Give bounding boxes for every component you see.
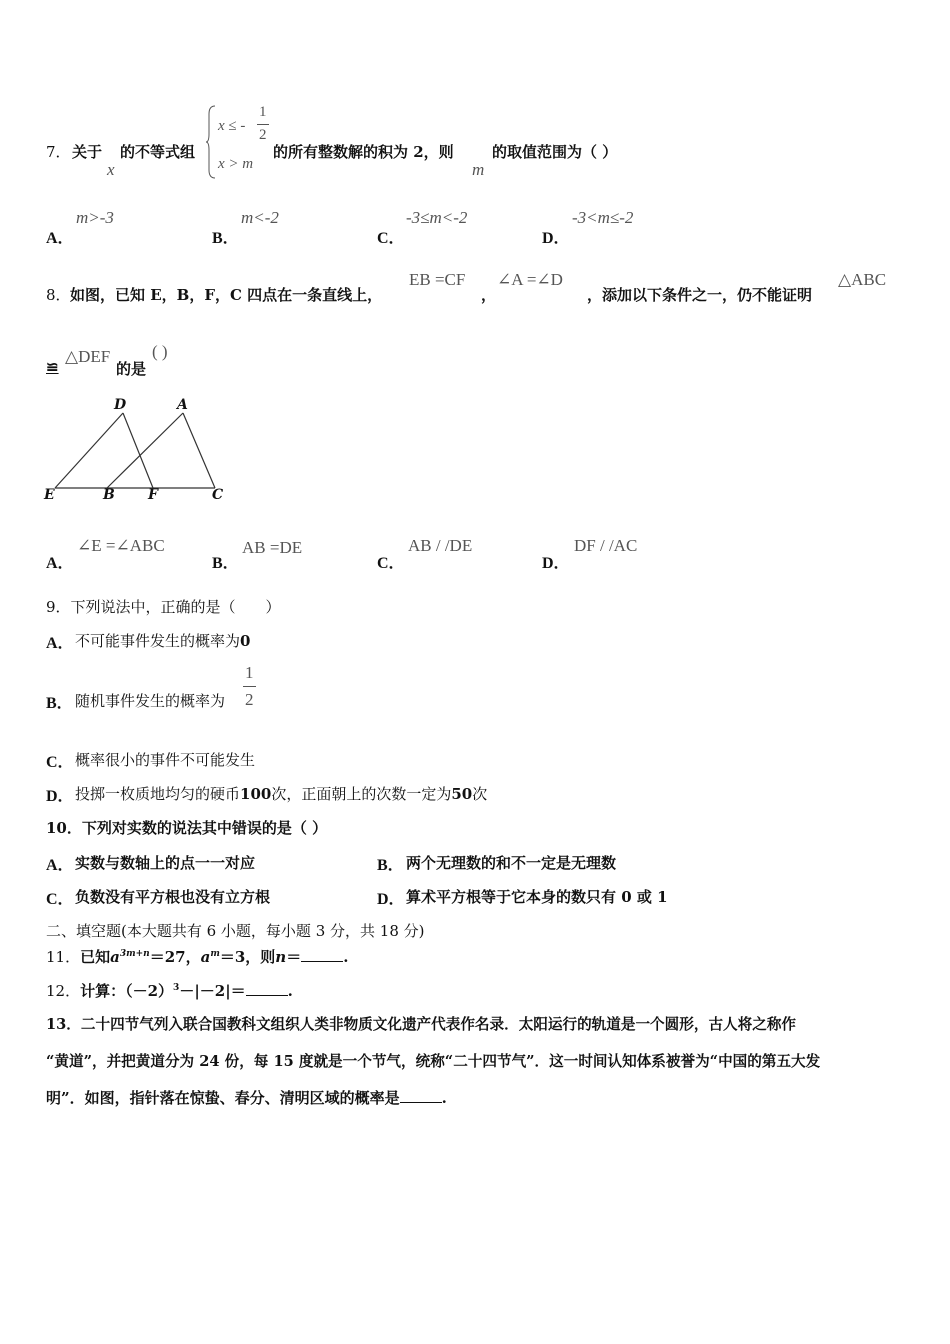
q8-option-c: AB / /DE (408, 536, 473, 555)
q11-period: . (343, 948, 349, 966)
q7-option-b: m<-2 (241, 208, 279, 227)
q10-option-c-label: C． (46, 891, 74, 908)
q8-text-1: 如图，已知 E，B，F，C 四点在一条直线上， (70, 286, 383, 304)
q10-option-c: 负数没有平方根也没有立方根 (75, 888, 271, 906)
q8-congruent-symbol: ≌ (46, 358, 59, 376)
q10-option-b: 两个无理数的和不一定是无理数 (406, 854, 617, 872)
q9-option-b-frac-den: 2 (245, 690, 254, 709)
q9-option-d-part-3: 次 (472, 785, 488, 803)
q11-var-n: n (275, 948, 287, 966)
q7-option-d-label: D． (542, 230, 570, 247)
q8-condition-1: EB =CF (409, 270, 466, 289)
q12-text-2: －|－2|＝ (179, 982, 246, 1000)
q8-text-2: ，添加以下条件之一，仍不能证明 (587, 286, 813, 304)
q7-var-x: x (107, 160, 115, 179)
q7-option-a: m>-3 (76, 208, 114, 227)
q9-option-a-label: A． (46, 635, 74, 652)
q13-line-1: 13．二十四节气列入联合国教科文组织人类非物质文化遗产代表作名录．太阳运行的轨道是一个圆形，古人将之称作 (46, 1016, 797, 1033)
q7-frac-bar (257, 124, 269, 125)
q9-option-c-text: 概率很小的事件不可能发生 (75, 751, 256, 769)
q13-line-3 (46, 1087, 447, 1108)
q9-option-a-text (75, 630, 250, 651)
q7-text-3: 的所有整数解的积为 2，则 (273, 143, 454, 161)
q8-answer-paren: ( ) (152, 342, 168, 361)
q11-text-1: 已知 (80, 948, 111, 966)
label-f: F (148, 487, 158, 503)
label-d: D (114, 397, 127, 413)
q9-option-b-frac-num: 1 (245, 663, 254, 682)
q8-condition-2: ∠A =∠D (497, 270, 563, 289)
q13-line-2: “黄道”，并把黄道分为 24 份，每 15 度就是一个节气，统称“二十四节气”．这一时间认知体系被誉为“中国的第五大发 (46, 1053, 821, 1070)
q8-option-a: ∠E =∠ABC (77, 536, 165, 555)
q11-text-4: ＝ (286, 948, 302, 966)
q9-option-a-desc: 不可能事件发生的概率为 (75, 632, 241, 650)
triangle-figure (40, 395, 240, 510)
q9-option-d-part-1: 投掷一枚质地均匀的硬币 (75, 785, 241, 803)
q9-option-d-value-1: 100 (240, 785, 272, 803)
q8-triangle-abc: △ABC (838, 270, 887, 289)
q9-option-d-value-2: 50 (451, 785, 473, 803)
q11-exponent-2: m (210, 949, 220, 959)
q7-system-line-2: x > m (218, 156, 254, 172)
q8-option-d: DF / /AC (574, 536, 638, 555)
q12-number: 12． (46, 982, 81, 1000)
q7-option-c-label: C． (377, 230, 405, 247)
q12-exponent: 3 (173, 983, 180, 993)
q9-option-b-text: 随机事件发生的概率为 (75, 692, 226, 710)
q7-system-line-1: x ≤ - (218, 118, 246, 134)
q9-option-d-label: D． (46, 788, 74, 805)
q9-stem: 9．下列说法中，正确的是（ ） (46, 598, 281, 616)
q9-frac-bar (243, 686, 256, 687)
segment-df (123, 413, 153, 488)
q11-answer-blank[interactable] (301, 947, 343, 962)
q11-text-2: ＝27， (149, 948, 201, 966)
segment-ba (107, 413, 183, 488)
segment-ac (183, 413, 215, 488)
label-a: A (177, 397, 188, 413)
q7-option-b-label: B． (212, 230, 239, 247)
q8-option-c-label: C． (377, 555, 405, 572)
q12-period: . (287, 982, 293, 1000)
q8-text-3: 的是 (116, 360, 147, 378)
label-b: B (103, 487, 115, 503)
q9-option-b-label: B． (46, 695, 73, 712)
q11-text-3: ＝3，则 (219, 948, 276, 966)
q8-option-b: AB =DE (242, 538, 303, 557)
q8-number: 8． (46, 286, 71, 304)
q7-number: 7． (46, 143, 71, 161)
question-11 (46, 946, 348, 967)
q10-option-d: 算术平方根等于它本身的数只有 0 或 1 (406, 888, 668, 906)
q11-number: 11． (46, 948, 81, 966)
q11-var-a-2: a (200, 948, 211, 966)
q8-option-a-label: A． (46, 555, 74, 572)
q12-text-1: 计算：（－2） (80, 982, 174, 1000)
q9-option-d-text (75, 783, 487, 804)
q7-option-d: -3<m≤-2 (572, 208, 634, 227)
label-e: E (44, 487, 55, 503)
q9-option-a-value: 0 (240, 632, 251, 650)
q13-answer-blank[interactable] (400, 1088, 442, 1103)
segment-ed (55, 413, 123, 488)
q7-text-1: 关于 (72, 143, 103, 161)
q7-system-frac-den: 2 (259, 127, 267, 143)
q10-option-b-label: B． (377, 857, 404, 874)
q13-period: . (441, 1089, 447, 1107)
q7-text-2: 的不等式组 (120, 143, 196, 161)
q8-triangle-def: △DEF (65, 347, 111, 366)
label-c: C (212, 487, 224, 503)
q13-line-3-text: 明”．如图，指针落在惊蛰、春分、清明区域的概率是 (46, 1089, 400, 1107)
q9-option-c-label: C． (46, 754, 74, 771)
q7-system-frac-num: 1 (259, 104, 267, 120)
q10-option-d-label: D． (377, 891, 405, 908)
q10-stem: 10．下列对实数的说法其中错误的是（ ） (46, 819, 328, 837)
section-2-heading: 二、填空题(本大题共有 6 小题，每小题 3 分，共 18 分) (46, 922, 425, 940)
system-brace (205, 104, 217, 180)
q7-option-a-label: A． (46, 230, 74, 247)
q10-option-a: 实数与数轴上的点一一对应 (75, 854, 256, 872)
q8-comma: ， (481, 286, 497, 304)
q8-option-d-label: D． (542, 555, 570, 572)
question-12 (46, 980, 293, 1001)
q7-var-m: m (472, 160, 485, 179)
q11-var-a: a (110, 948, 120, 966)
q7-text-4: 的取值范围为（ ） (492, 143, 618, 161)
q9-option-d-part-2: 次，正面朝上的次数一定为 (271, 785, 452, 803)
q11-exponent-1: 3m+n (119, 949, 150, 959)
q10-option-a-label: A． (46, 857, 74, 874)
q8-option-b-label: B． (212, 555, 239, 572)
q12-answer-blank[interactable] (246, 981, 288, 996)
q7-option-c: -3≤m<-2 (406, 208, 468, 227)
